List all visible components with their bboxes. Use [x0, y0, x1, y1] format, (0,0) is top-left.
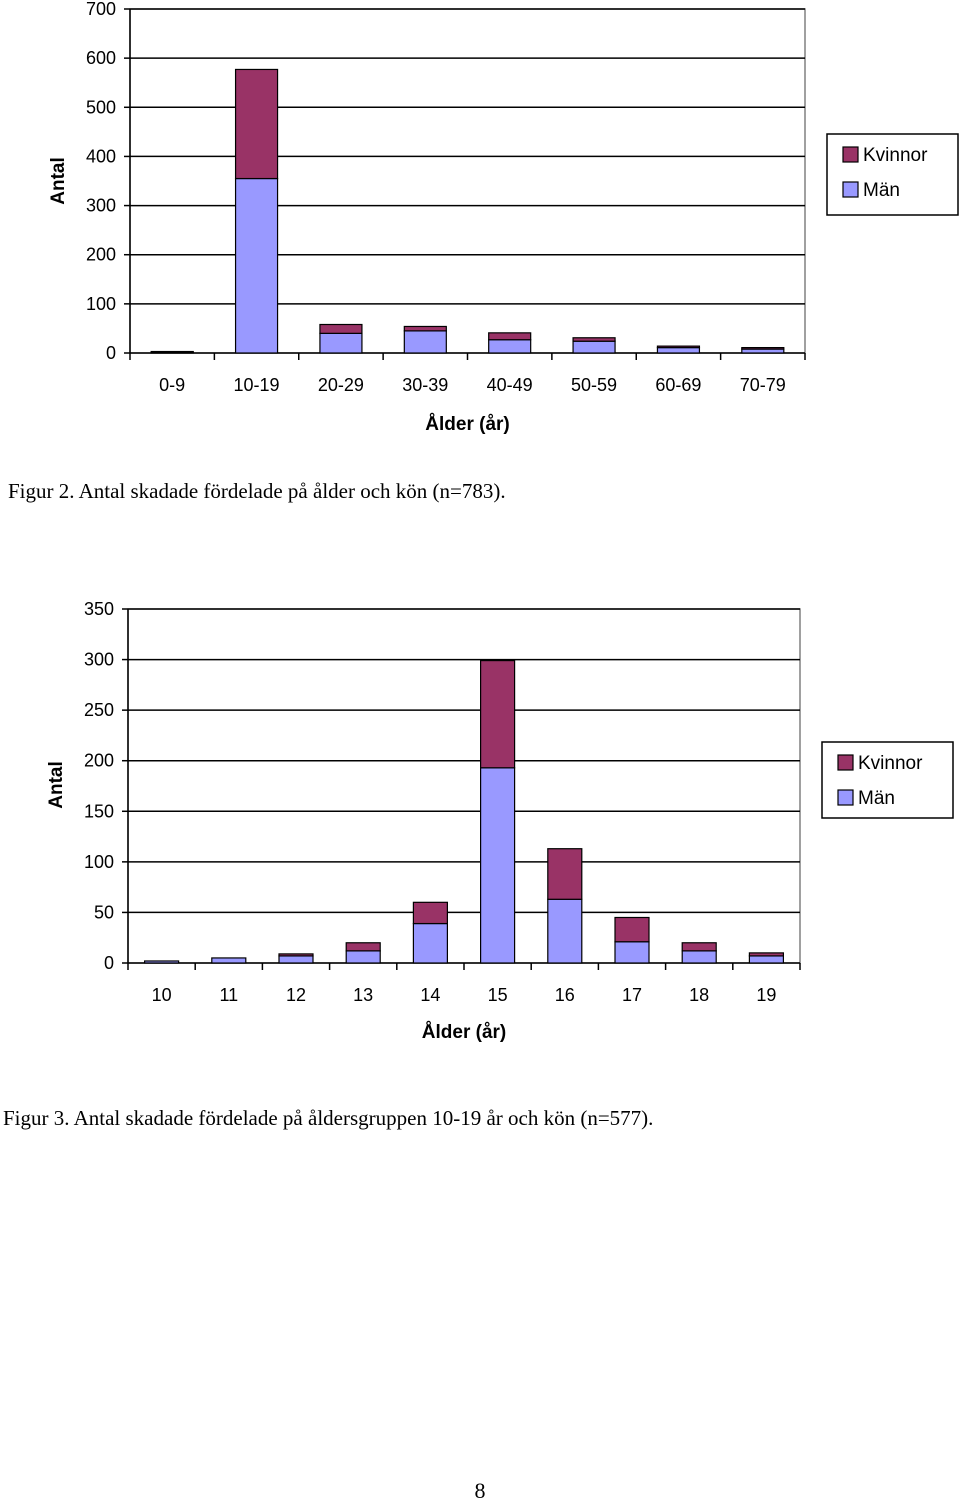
legend-label-kvinnor: Kvinnor	[858, 753, 923, 774]
x-tick-label: 60-69	[655, 375, 702, 395]
legend-label-man: Män	[858, 788, 895, 809]
bar-man-15	[481, 768, 515, 963]
y-tick-label: 600	[85, 48, 116, 69]
bar-kvinnor-17	[615, 917, 649, 941]
x-tick-label: 18	[689, 985, 710, 1005]
bar-kvinnor-13	[346, 943, 380, 951]
x-tick-label: 20-29	[317, 375, 364, 395]
x-tick-label: 10-19	[233, 375, 280, 395]
y-tick-label: 50	[93, 902, 114, 923]
bar-man-19	[749, 956, 783, 963]
bar-kvinnor-15	[481, 661, 515, 768]
bar-kvinnor-16	[548, 849, 582, 900]
y-axis-title: Antal	[46, 761, 67, 809]
legend-label-kvinnor: Kvinnor	[863, 145, 928, 166]
bar-man-16	[548, 899, 582, 963]
y-tick-label: 100	[83, 851, 114, 872]
x-tick-label: 50-59	[571, 375, 618, 395]
x-tick-label: 19	[756, 985, 777, 1005]
y-tick-label: 300	[83, 649, 114, 670]
x-tick-label: 12	[285, 985, 307, 1005]
y-tick-label: 200	[85, 244, 116, 265]
y-tick-label: 700	[85, 0, 116, 19]
y-tick-label: 400	[85, 146, 116, 167]
bar-man-12	[279, 956, 313, 963]
bar-man-11	[212, 958, 246, 963]
bar-kvinnor-18	[682, 943, 716, 951]
x-tick-label: 40-49	[486, 375, 533, 395]
x-tick-label: 17	[621, 985, 643, 1005]
y-tick-label: 250	[83, 700, 114, 721]
x-tick-label: 0-9	[159, 375, 186, 395]
y-tick-label: 0	[103, 953, 114, 973]
y-tick-label: 500	[85, 97, 116, 118]
bar-kvinnor-19	[749, 953, 783, 956]
x-axis-title: Ålder (år)	[425, 414, 510, 435]
bar-man-14	[413, 924, 447, 963]
page-number: 8	[474, 1478, 486, 1503]
y-tick-label: 200	[83, 750, 114, 771]
y-axis-title: Antal	[48, 157, 69, 205]
legend-swatch-man	[838, 790, 853, 805]
figure-3-caption: Figur 3. Antal skadade fördelade på åldersgruppen 10-19 år och kön (n=577).	[3, 1106, 654, 1130]
bar-man-18	[682, 951, 716, 963]
bar-kvinnor-12	[279, 954, 313, 956]
y-tick-label: 0	[105, 343, 116, 363]
x-tick-label: 30-39	[402, 375, 449, 395]
y-tick-label: 150	[83, 801, 114, 822]
bar-man-17	[615, 942, 649, 963]
plot-area	[128, 609, 800, 963]
bar-kvinnor-14	[413, 902, 447, 923]
bar-man-13	[346, 951, 380, 963]
x-tick-label: 70-79	[739, 375, 786, 395]
x-tick-label: 11	[219, 985, 239, 1005]
y-tick-label: 300	[85, 195, 116, 216]
x-tick-label: 16	[554, 985, 575, 1005]
x-tick-label: 14	[420, 985, 441, 1005]
x-tick-label: 13	[353, 985, 374, 1005]
legend-label-man: Män	[863, 180, 900, 201]
figure-2-caption: Figur 2. Antal skadade fördelade på ålder och kön (n=783).	[8, 479, 506, 503]
bar-man-10	[145, 961, 179, 963]
y-tick-label: 100	[85, 293, 116, 314]
x-tick-label: 10	[151, 985, 172, 1005]
x-tick-label: 15	[487, 985, 508, 1005]
legend-swatch-kvinnor	[838, 755, 853, 770]
y-tick-label: 350	[83, 599, 114, 619]
x-axis-title: Ålder (år)	[421, 1022, 507, 1043]
